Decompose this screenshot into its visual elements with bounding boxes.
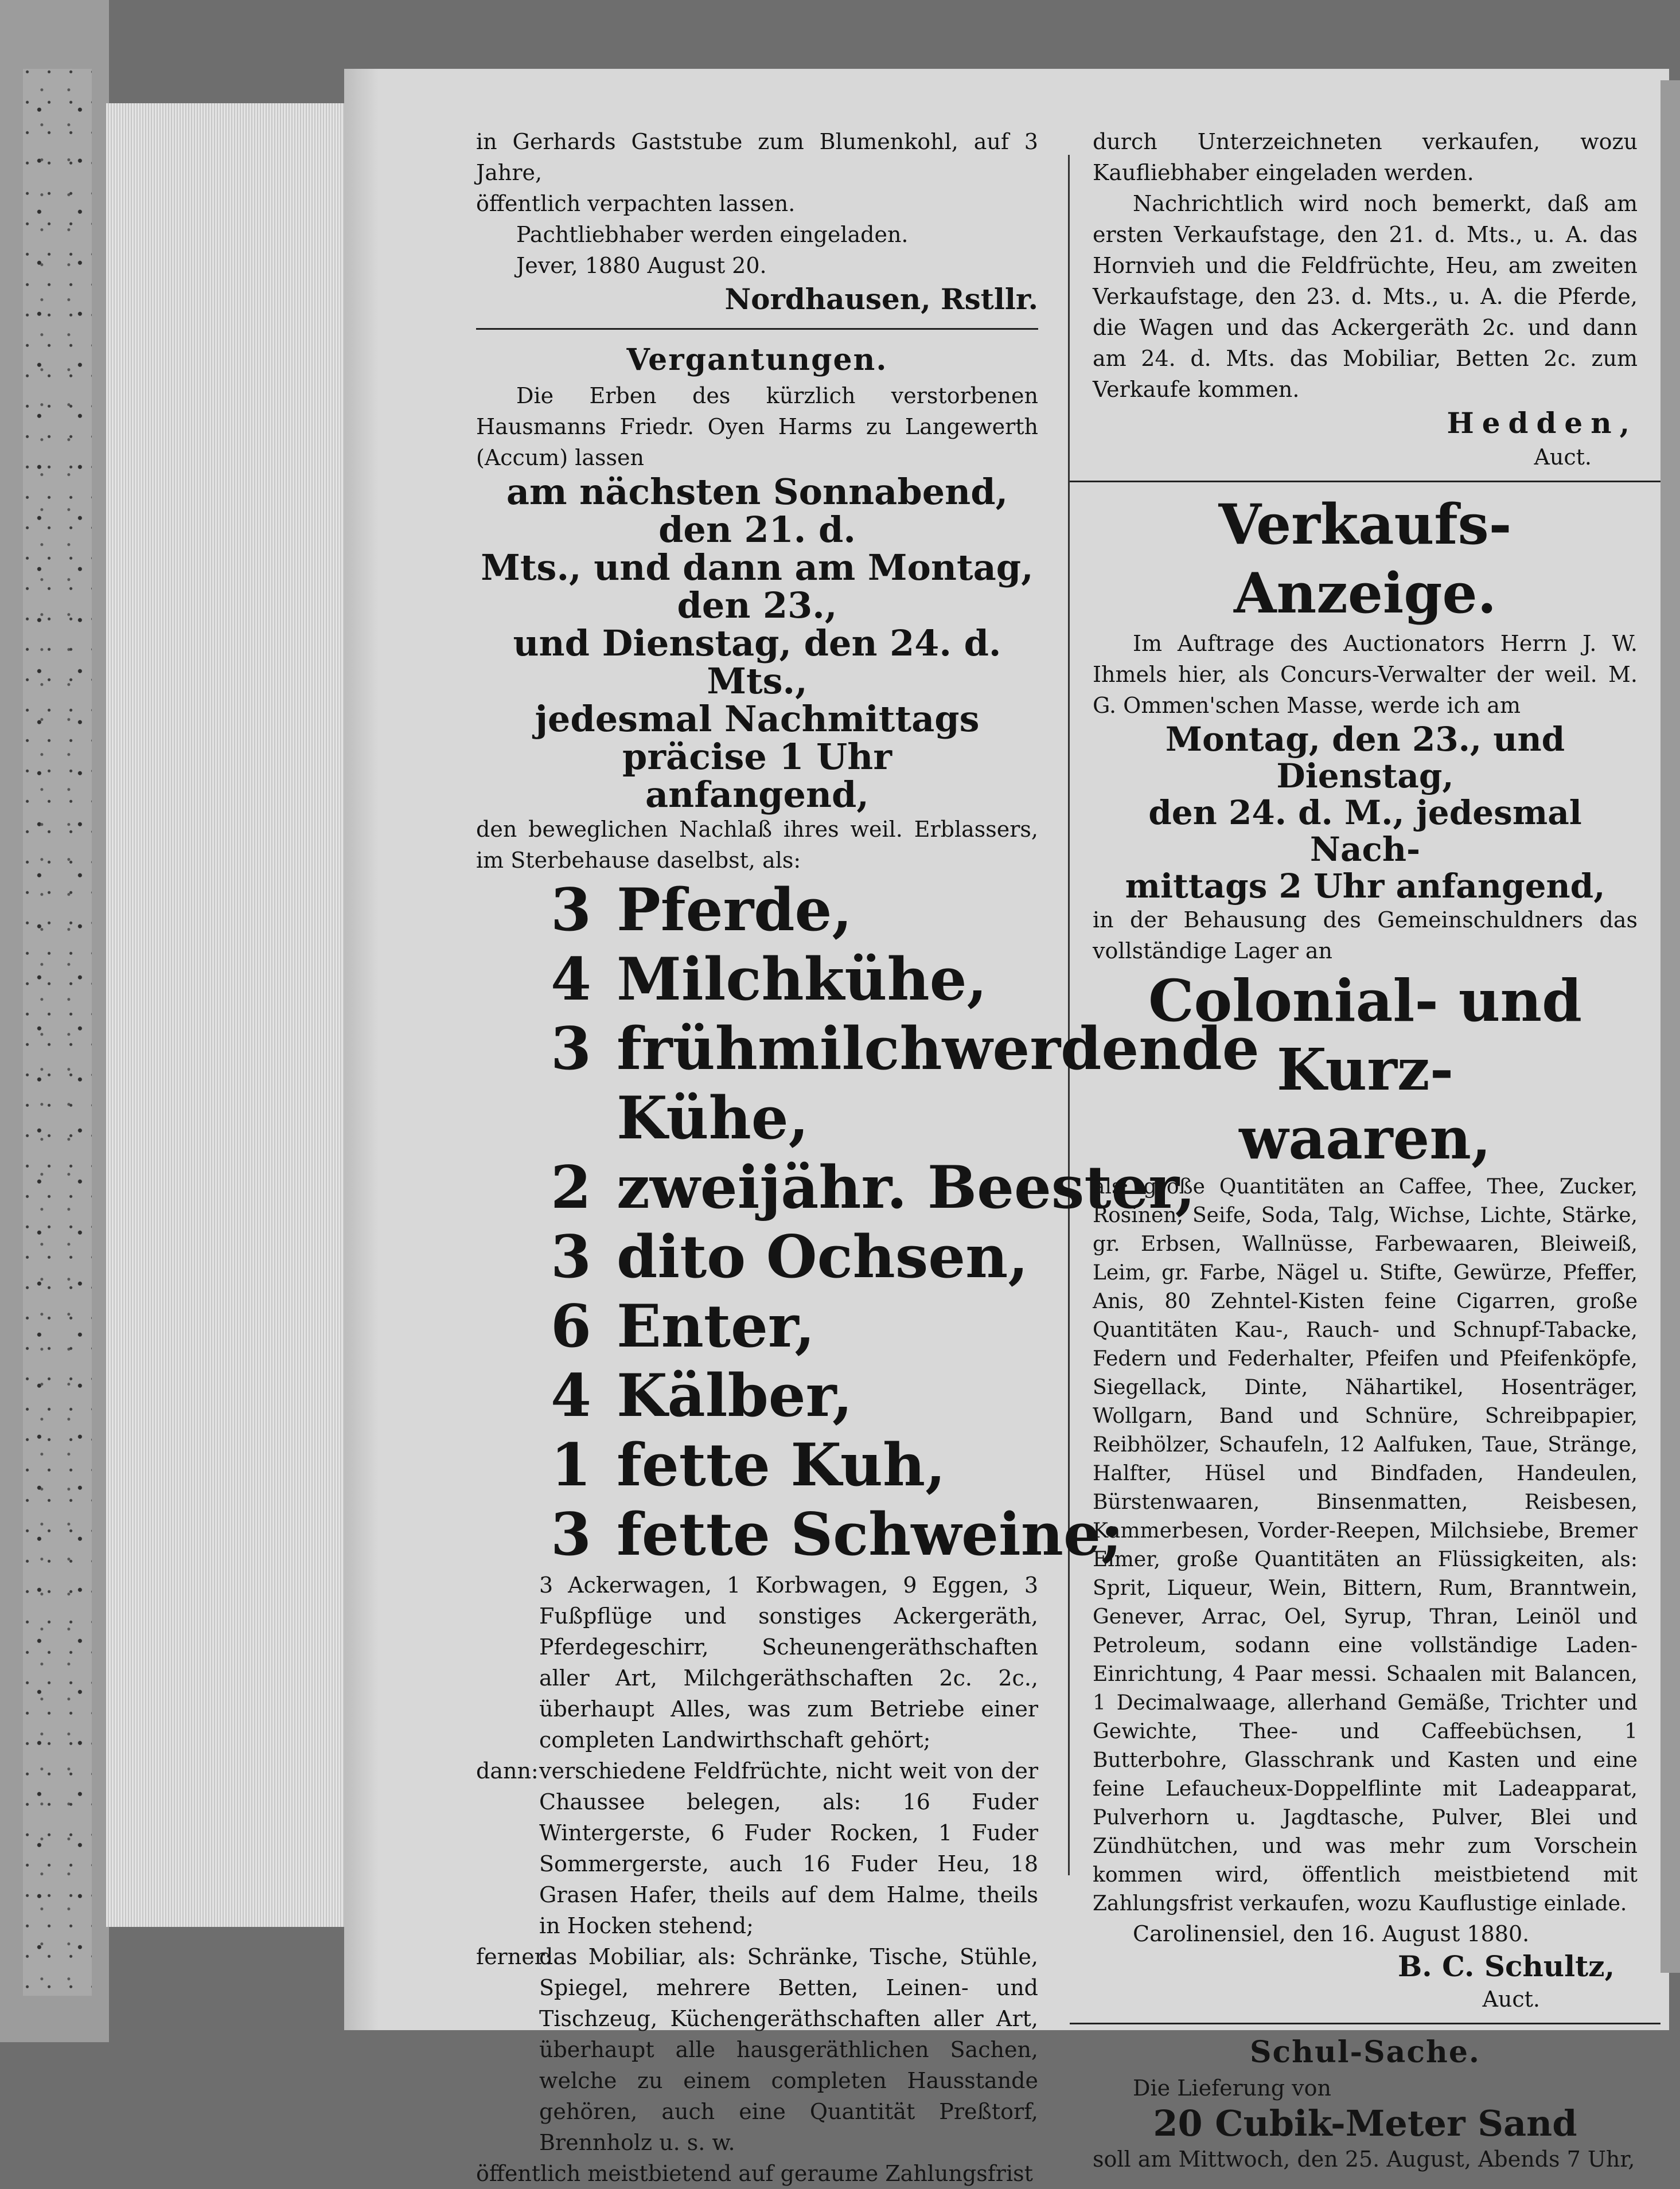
entry-text: verschiedene Feldfrüchte, nicht weit von der Chaussee belegen, als: 16 Fuder Wintergerste, 6 Fuder Rocken, 1 Fuder Sommergerste, auch 16 Fuder Heu, 18 Grasen Hafer, theils auf dem Halme, theils in Hocken stehend; xyxy=(539,1758,1038,1938)
gutter-shadow xyxy=(344,69,379,2030)
count: 4 xyxy=(551,1361,591,1430)
date-line: Mts., und dann am Montag, den 23., xyxy=(481,547,1034,626)
signature: B. C. Schultz, xyxy=(1398,1949,1615,1983)
goods-heading: waaren, xyxy=(1239,1105,1491,1172)
count: 3 xyxy=(551,1014,591,1083)
divider xyxy=(476,328,1038,330)
paragraph: soll am Mittwoch, den 25. August, Abends 7 Uhr, xyxy=(1093,2147,1635,2172)
goods-list: als: große Quantitäten an Caffee, Thee, Zucker, Rosinen, Seife, Soda, Talg, Wichse, Lichte, Stärke, gr. Erbsen, Wallnüsse, Farbewaaren, Bleiweiß, Leim, gr. Farbe, Nägel u. Stifte, Gewürze, Pfeffer, Anis, 80 Zehntel-Kisten feine Cigarren, große Quantitäten Kau-, Rauch- und Schnupf-Tabacke, Federn und Federhalter, Pfeifen und Pfeifenköpfe, Siegellack, Dinte, Nähartikel, Hosenträger, Wollgarn, Band und Schnüre, Schreibpapier, Reibhölzer, Schaufeln, 12 Aalfuken, Taue, Stränge, Halfter, Hüsel und Bindfaden, Handeulen, Bürstenwaaren, Binsenmatten, Reisbesen, Kammerbesen, Vorder-Reepen, Milchsiebe, Bremer Eimer, große Quantitäten an Flüssigkeiten, als: Sprit, Liqueur, Wein, Bittern, Rum, Branntwein, Genever, Arrac, Oel, Syrup, Thran, Leinöl und Petroleum, sodann eine vollständige Laden-Einrichtung, 4 Paar messi. Schaalen mit Balancen, 1 Decimalwaage, allerhand Gemäße, Trichter und Gewichte, Thee- und Caffeebüchsen, 1 Butterbohre, Glasschrank und Kasten und eine feine Lefaucheux-Doppelflinte mit Ladeapparat, Pulverhorn u. Jagdtasche, Pulver, Blei und Zündhütchen, und was mehr zum Vorschein kommen wird, öffentlich meistbietend mit Zahlungsfrist verkaufen, wozu Kauflustige einlade. xyxy=(1093,1175,1638,1915)
animal-item xyxy=(551,1223,1038,1292)
signature-title: Auct. xyxy=(1482,1987,1540,2012)
marbled-edge xyxy=(23,69,92,1996)
dann-entry xyxy=(476,1755,1038,1941)
entry-text: das Mobiliar, als: Schränke, Tische, Stühle, Spiegel, mehrere Betten, Leinen- und Tischzeug, Küchengeräthschaften aller Art, überhaupt alle hausgeräthlichen Sachen, welche zu einem completen Hausstande gehören, auch eine Quantität Preßtorf, Brennholz u. s. w. xyxy=(539,1944,1038,2155)
animal-label: Kälber, xyxy=(617,1361,853,1430)
sand-quantity: 20 Cubik-Meter Sand xyxy=(1153,2102,1577,2144)
intro-line: in Gerhards Gaststube zum Blumenkohl, auf 3 Jahre, xyxy=(476,129,1038,185)
animal-item xyxy=(551,1431,1038,1500)
paragraph: Im Auftrage des Auctionators Herrn J. W. Ihmels hier, als Concurs-Verwalter der weil. M. G. Ommen'schen Masse, werde ich am xyxy=(1093,631,1638,718)
divider xyxy=(1070,481,1660,482)
paragraph: durch Unterzeichneten verkaufen, wozu Kaufliebhaber eingeladen werden. xyxy=(1093,129,1638,185)
closing-line: öffentlich meistbietend auf geraume Zahlungsfrist xyxy=(476,2161,1033,2186)
date-line: den 24. d. M., jedesmal Nach- xyxy=(1148,793,1582,869)
section-heading: Schul-Sache. xyxy=(1249,2035,1481,2070)
signature-title: Auct. xyxy=(1534,444,1592,470)
date-line: anfangend, xyxy=(645,774,869,815)
entry-label: dann: xyxy=(476,1758,539,1784)
next-page-edge xyxy=(1660,80,1680,1973)
page-edges xyxy=(106,103,358,1927)
date-line: am nächsten Sonnabend, den 21. d. xyxy=(506,471,1008,551)
paragraph: den beweglichen Nachlaß ihres weil. Erblassers, im Sterbehause daselbst, als: xyxy=(476,817,1038,873)
section-heading: Verkaufs-Anzeige. xyxy=(1218,492,1512,626)
animal-label: Milchkühe, xyxy=(617,945,988,1014)
animal-item xyxy=(551,1292,1038,1361)
count: 3 xyxy=(551,1500,591,1569)
paragraph: 3 Ackerwagen, 1 Korbwagen, 9 Eggen, 3 Fußpflüge und sonstiges Ackergeräth, Pferdegeschirr, Scheunengeräthschaften aller Art, Milchgeräthschaften 2c. 2c., überhaupt Alles, was zum Betriebe einer completen Landwirthschaft gehört; xyxy=(539,1573,1038,1753)
intro-line: Pachtliebhaber werden eingeladen. xyxy=(516,222,909,247)
animal-item xyxy=(551,1014,1260,1084)
count: 1 xyxy=(551,1431,591,1500)
animal-label: zweijähr. Beester, xyxy=(617,1153,1196,1222)
ferner-entry xyxy=(476,1941,1038,2158)
signature: Hedden, xyxy=(1447,406,1638,440)
intro-line: öffentlich verpachten lassen. xyxy=(476,191,796,216)
right-column xyxy=(1093,126,1638,2175)
animal-label: fette Kuh, xyxy=(617,1431,946,1500)
animal-label: frühmilchwerdende xyxy=(617,1014,1260,1083)
place-date: Carolinensiel, den 16. August 1880. xyxy=(1133,1921,1530,1946)
animal-item xyxy=(551,1153,1196,1223)
animal-item xyxy=(551,1084,1038,1153)
paragraph: Die Erben des kürzlich verstorbenen Hausmanns Friedr. Oyen Harms zu Langewerth (Accum) lassen xyxy=(476,383,1038,470)
date-line: mittags 2 Uhr anfangend, xyxy=(1125,867,1605,906)
animal-item xyxy=(551,1361,1038,1431)
animal-item xyxy=(551,876,1038,945)
animal-label: dito Ochsen, xyxy=(617,1223,1028,1291)
paragraph: Die Lieferung von xyxy=(1133,2075,1331,2101)
paragraph: Nachrichtlich wird noch bemerkt, daß am ersten Verkaufstage, den 21. d. Mts., u. A. das Hornvieh und die Feldfrüchte, Heu, am zweiten Verkaufstage, den 23. d. Mts., u. A. die Pferde, die Wagen und das Ackergeräth 2c. und dann am 24. d. Mts. das Mobiliar, Betten 2c. zum Verkaufe kommen. xyxy=(1093,191,1638,402)
count: 3 xyxy=(551,876,591,945)
animal-item xyxy=(551,1500,1122,1570)
animal-list xyxy=(551,876,1260,1570)
goods-heading: Colonial- und Kurz- xyxy=(1148,967,1582,1103)
section-heading: Vergantungen. xyxy=(626,342,888,377)
date-line: Montag, den 23., und Dienstag, xyxy=(1165,720,1565,795)
count: 4 xyxy=(551,945,591,1014)
signature: Nordhausen, Rstllr. xyxy=(724,282,1038,316)
animal-label: fette Schweine; xyxy=(617,1500,1122,1569)
intro-line: Jever, 1880 August 20. xyxy=(516,253,767,278)
animal-label: Pferde, xyxy=(617,876,852,945)
count: 2 xyxy=(551,1153,591,1222)
paragraph: in der Behausung des Gemeinschuldners das vollständige Lager an xyxy=(1093,907,1638,963)
count: 6 xyxy=(551,1292,591,1361)
divider xyxy=(1070,2023,1660,2024)
animal-label: Enter, xyxy=(617,1292,815,1361)
book-cover-left xyxy=(0,0,109,2042)
entry-label: ferner: xyxy=(476,1944,552,1969)
animal-item xyxy=(551,945,1038,1014)
date-line: jedesmal Nachmittags präcise 1 Uhr xyxy=(535,698,980,778)
date-line: und Dienstag, den 24. d. Mts., xyxy=(513,622,1001,702)
count: 3 xyxy=(551,1223,591,1291)
animal-label: Kühe, xyxy=(617,1084,809,1153)
